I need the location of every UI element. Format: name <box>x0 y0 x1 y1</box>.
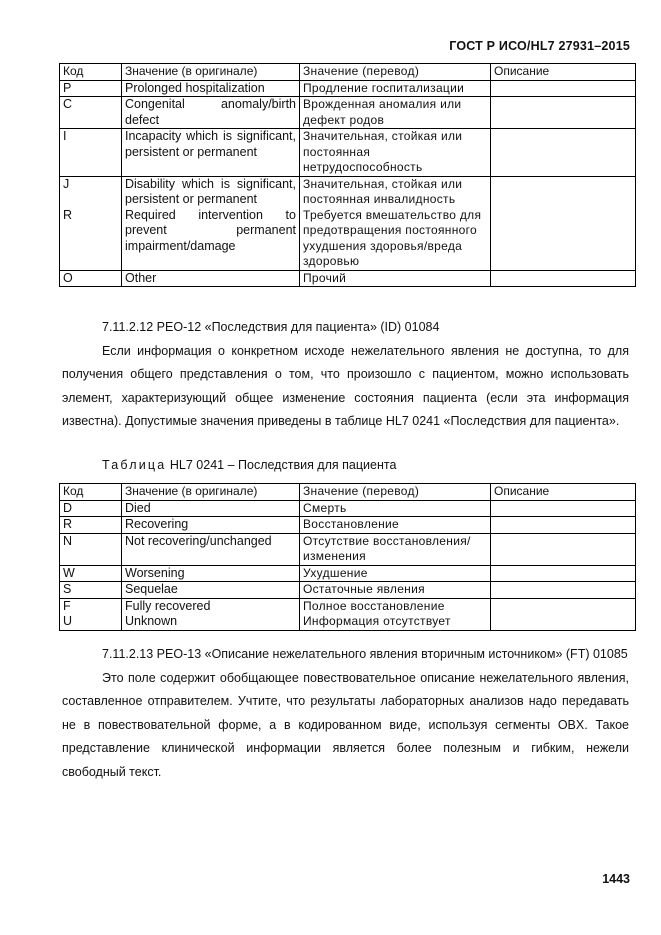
section-heading: 7.11.2.12 PEO-12 «Последствия для пациента» (ID) 01084 <box>102 320 440 334</box>
table-caption <box>102 458 396 472</box>
table-row <box>60 614 636 630</box>
cell-original: Unknown <box>122 614 300 630</box>
table-row <box>60 208 636 271</box>
section-7-11-2-13 <box>62 643 629 784</box>
cell-code: D <box>60 500 122 517</box>
cell-translation: Значительная, стойкая или постоянная инвалидность <box>300 176 491 208</box>
column-header-original: Значение (в оригинале) <box>122 64 300 81</box>
cell-description <box>491 598 636 614</box>
table-row <box>60 565 636 582</box>
cell-description <box>491 500 636 517</box>
table-row <box>60 176 636 208</box>
cell-translation: Значительная, стойкая или постоянная нетрудоспособность <box>300 129 491 177</box>
column-header-original: Значение (в оригинале) <box>122 484 300 501</box>
table-hl7-0241 <box>59 483 636 631</box>
cell-description <box>491 582 636 599</box>
cell-description <box>491 176 636 208</box>
table-row <box>60 97 636 129</box>
table-row <box>60 500 636 517</box>
cell-code: C <box>60 97 122 129</box>
cell-description <box>491 517 636 534</box>
table-caption-title: HL7 0241 – Последствия для пациента <box>169 458 397 472</box>
cell-original: Died <box>122 500 300 517</box>
cell-translation: Информация отсутствует <box>300 614 491 630</box>
cell-code: S <box>60 582 122 599</box>
cell-translation: Требуется вмешательство для предотвращения постоянного ухудшения здоровья/вреда здоровью <box>300 208 491 271</box>
table-row <box>60 129 636 177</box>
table-row <box>60 517 636 534</box>
cell-original: Congenital anomaly/birth defect <box>122 97 300 129</box>
cell-code: J <box>60 176 122 208</box>
cell-translation: Восстановление <box>300 517 491 534</box>
cell-original: Recovering <box>122 517 300 534</box>
cell-translation: Продление госпитализации <box>300 80 491 97</box>
document-standard-header: ГОСТ Р ИСО/HL7 27931–2015 <box>449 39 630 53</box>
cell-description <box>491 129 636 177</box>
cell-translation: Смерть <box>300 500 491 517</box>
cell-code: W <box>60 565 122 582</box>
cell-code: I <box>60 129 122 177</box>
cell-code: O <box>60 270 122 287</box>
cell-original: Incapacity which is significant, persistent or permanent <box>122 129 300 177</box>
table-row <box>60 598 636 614</box>
section-body: Это поле содержит обобщающее повествовательное описание нежелательного явления, составленное отправителем. Учтите, что результаты лабораторных анализов надо передавать не в повествовательной форме, а в кодированном виде, используя сегменты OBX. Такое представление клинической информации является более полезным и гибким, нежели свободный текст. <box>62 670 629 779</box>
cell-original: Worsening <box>122 565 300 582</box>
table-event-consequences <box>59 63 636 287</box>
column-header-description: Описание <box>491 484 636 501</box>
table-caption-word: Таблица <box>102 458 167 472</box>
cell-original: Prolonged hospitalization <box>122 80 300 97</box>
column-header-code: Код <box>60 484 122 501</box>
cell-description <box>491 614 636 630</box>
section-7-11-2-12 <box>62 316 629 434</box>
cell-original: Fully recovered <box>122 598 300 614</box>
cell-original: Disability which is significant, persistent or permanent <box>122 176 300 208</box>
section-heading: 7.11.2.13 PEO-13 «Описание нежелательного явления вторичным источником» (FT) 01085 <box>102 647 628 661</box>
cell-description <box>491 533 636 565</box>
cell-translation: Прочий <box>300 270 491 287</box>
cell-code: P <box>60 80 122 97</box>
column-header-translation: Значение (перевод) <box>300 64 491 81</box>
table-row <box>60 533 636 565</box>
cell-translation: Ухудшение <box>300 565 491 582</box>
cell-description <box>491 565 636 582</box>
table-row <box>60 270 636 287</box>
cell-code: R <box>60 208 122 271</box>
cell-description <box>491 208 636 271</box>
section-body: Если информация о конкретном исходе нежелательного явления не доступна, то для получения общего представления о том, что произошло с пациентом, можно использовать элемент, характеризующий общее изменение состояния пациента (если эта информация известна). Допустимые значения приведены в таблице HL7 0241 «Последствия для пациента». <box>62 343 629 428</box>
column-header-translation: Значение (перевод) <box>300 484 491 501</box>
cell-description <box>491 270 636 287</box>
cell-translation: Врожденная аномалия или дефект родов <box>300 97 491 129</box>
table-row <box>60 80 636 97</box>
cell-original: Required intervention to prevent permanent impairment/damage <box>122 208 300 271</box>
cell-code: R <box>60 517 122 534</box>
cell-translation: Отсутствие восстановления/ изменения <box>300 533 491 565</box>
cell-original: Other <box>122 270 300 287</box>
cell-translation: Остаточные явления <box>300 582 491 599</box>
cell-description <box>491 80 636 97</box>
table-header-row <box>60 64 636 81</box>
cell-code: N <box>60 533 122 565</box>
cell-code: U <box>60 614 122 630</box>
page-number: 1443 <box>602 872 630 886</box>
table-header-row <box>60 484 636 501</box>
table-row <box>60 582 636 599</box>
column-header-description: Описание <box>491 64 636 81</box>
cell-description <box>491 97 636 129</box>
cell-translation: Полное восстановление <box>300 598 491 614</box>
cell-original: Sequelae <box>122 582 300 599</box>
column-header-code: Код <box>60 64 122 81</box>
cell-original: Not recovering/unchanged <box>122 533 300 565</box>
cell-code: F <box>60 598 122 614</box>
